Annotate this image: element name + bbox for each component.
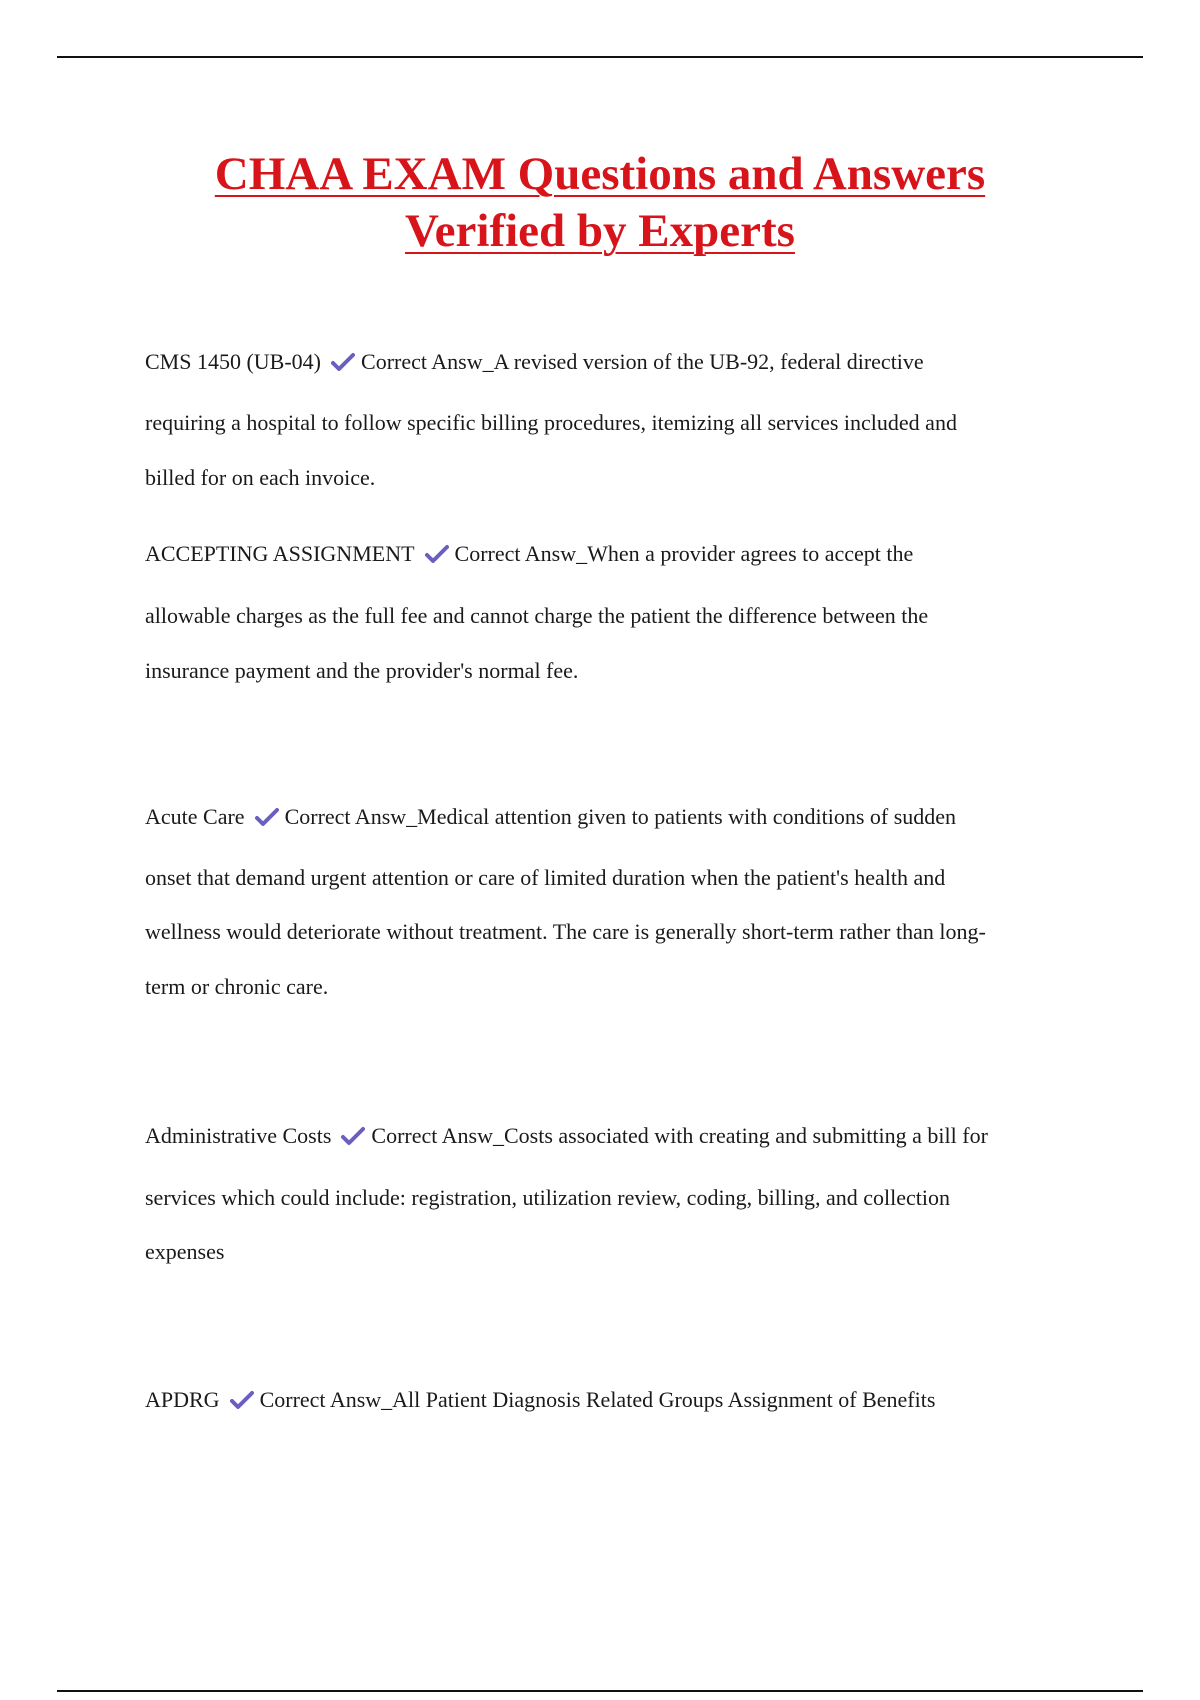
entry-first-line: [145, 541, 913, 567]
entry-line: services which could include: registration, utilization review, coding, billing, and collection: [145, 1185, 951, 1210]
answer-marker: Correct Answ_: [361, 349, 494, 374]
entry-term: CMS 1450 (UB-04): [145, 349, 322, 374]
entry-line: When a provider agrees to accept the: [587, 541, 914, 566]
entry-line: term or chronic care.: [145, 974, 329, 999]
entry-term: Administrative Costs: [145, 1123, 332, 1148]
entry-line: Medical attention given to patients with conditions of sudden: [417, 804, 957, 829]
entry-term: ACCEPTING ASSIGNMENT: [145, 541, 415, 566]
entry-first-line: [145, 1387, 935, 1413]
check-icon: [341, 1126, 365, 1146]
title-line-1: CHAA EXAM Questions and Answers: [214, 148, 986, 200]
entry-line: wellness would deteriorate without treatment. The care is generally short-term rather than long-: [145, 919, 986, 944]
check-icon: [255, 807, 279, 827]
check-icon: [230, 1390, 254, 1410]
check-icon: [331, 352, 355, 372]
entry-line: Costs associated with creating and submitting a bill for: [503, 1123, 988, 1148]
entry-first-line: [145, 804, 956, 830]
answer-marker: Correct Answ_: [284, 804, 418, 829]
entry-first-line: [145, 349, 924, 375]
title-line-2: Verified by Experts: [405, 205, 795, 257]
entry-line: allowable charges as the full fee and cannot charge the patient the difference between the: [145, 603, 929, 628]
entry-line: requiring a hospital to follow specific billing procedures, itemizing all services included and: [145, 410, 957, 435]
entry-term: APDRG: [145, 1387, 220, 1412]
entry-first-line: [145, 1123, 988, 1149]
entry-line: insurance payment and the provider's normal fee.: [145, 658, 579, 683]
check-icon: [425, 544, 449, 564]
entry-term: Acute Care: [145, 804, 245, 829]
entry-line: expenses: [145, 1239, 225, 1264]
bottom-rule: [57, 1690, 1143, 1692]
entry-line: onset that demand urgent attention or care of limited duration when the patient's health and: [145, 865, 946, 890]
answer-marker: Correct Answ_: [454, 541, 588, 566]
answer-marker: Correct Answ_: [259, 1387, 393, 1412]
entry-line: billed for on each invoice.: [145, 465, 376, 490]
top-rule: [57, 56, 1143, 58]
document-title: [0, 146, 1200, 260]
entry-line: All Patient Diagnosis Related Groups Assignment of Benefits: [392, 1387, 936, 1412]
entry-line: A revised version of the UB-92, federal directive: [493, 349, 924, 374]
answer-marker: Correct Answ_: [371, 1123, 504, 1148]
